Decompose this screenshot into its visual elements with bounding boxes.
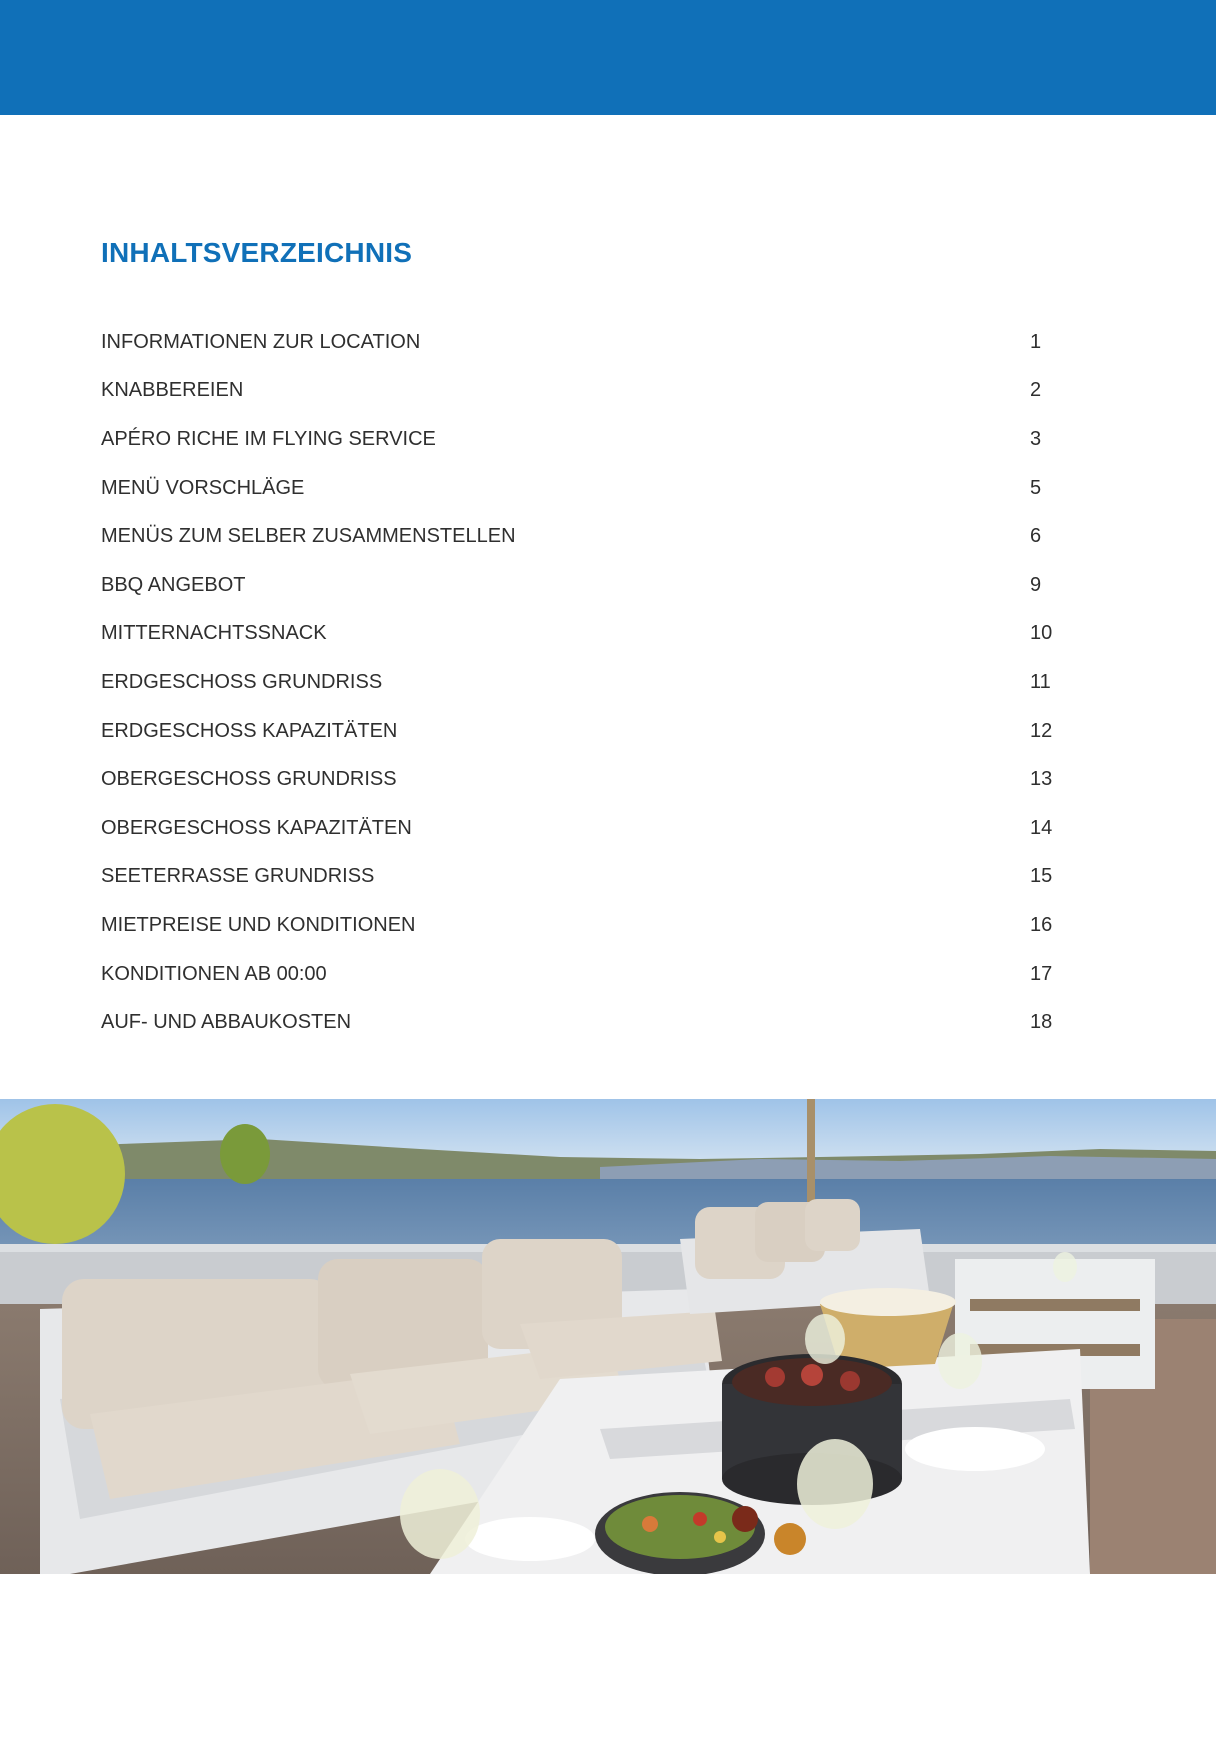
toc-entry[interactable] bbox=[101, 658, 1056, 707]
toc-entry-label: KONDITIONEN AB 00:00 bbox=[101, 962, 327, 985]
toc-entry-page: 14 bbox=[1030, 816, 1053, 839]
toc-entry[interactable] bbox=[101, 610, 1056, 659]
toc-entry[interactable] bbox=[101, 561, 1056, 610]
toc-entry-page: 16 bbox=[1030, 913, 1053, 936]
toc-entry-label: MENÜS ZUM SELBER ZUSAMMENSTELLEN bbox=[101, 525, 516, 548]
toc-entry[interactable] bbox=[101, 853, 1056, 902]
toc-list bbox=[101, 318, 1056, 1047]
toc-entry-label: OBERGESCHOSS GRUNDRISS bbox=[101, 768, 397, 791]
toc-entry-page: 13 bbox=[1030, 768, 1053, 791]
toc-entry[interactable] bbox=[101, 367, 1056, 416]
toc-entry-label: ERDGESCHOSS GRUNDRISS bbox=[101, 670, 383, 693]
header-band bbox=[0, 0, 1216, 115]
toc-entry[interactable] bbox=[101, 464, 1056, 513]
toc-entry-page: 5 bbox=[1030, 476, 1042, 499]
toc-entry-page: 2 bbox=[1030, 379, 1042, 402]
toc-entry-page: 3 bbox=[1030, 427, 1042, 450]
toc-entry[interactable] bbox=[101, 804, 1056, 853]
toc-entry[interactable] bbox=[101, 512, 1056, 561]
toc-entry[interactable] bbox=[101, 755, 1056, 804]
toc-entry-label: MIETPREISE UND KONDITIONEN bbox=[101, 913, 416, 936]
toc-entry-label: MENÜ VORSCHLÄGE bbox=[101, 476, 305, 499]
toc-entry[interactable] bbox=[101, 950, 1056, 999]
toc-entry-page: 17 bbox=[1030, 962, 1053, 985]
toc-entry-page: 1 bbox=[1030, 330, 1042, 353]
toc-entry-page: 6 bbox=[1030, 525, 1042, 548]
toc-entry-page: 18 bbox=[1030, 1011, 1053, 1034]
toc-entry-page: 15 bbox=[1030, 865, 1053, 888]
lakeside-terrace-photo bbox=[0, 1099, 1216, 1574]
toc-entry-label: BBQ ANGEBOT bbox=[101, 573, 246, 596]
toc-entry-label: KNABBEREIEN bbox=[101, 379, 244, 402]
toc-entry[interactable] bbox=[101, 998, 1056, 1047]
toc-entry-label: INFORMATIONEN ZUR LOCATION bbox=[101, 330, 421, 353]
toc-entry-page: 10 bbox=[1030, 622, 1053, 645]
toc-entry-page: 9 bbox=[1030, 573, 1042, 596]
toc-entry-page: 11 bbox=[1030, 670, 1051, 693]
toc-entry-label: OBERGESCHOSS KAPAZITÄTEN bbox=[101, 816, 412, 839]
toc-entry[interactable] bbox=[101, 707, 1056, 756]
toc-entry-label: APÉRO RICHE IM FLYING SERVICE bbox=[101, 427, 436, 450]
toc-entry-label: ERDGESCHOSS KAPAZITÄTEN bbox=[101, 719, 398, 742]
toc-entry[interactable] bbox=[101, 318, 1056, 367]
toc-entry-label: AUF- UND ABBAUKOSTEN bbox=[101, 1011, 352, 1034]
toc-entry[interactable] bbox=[101, 901, 1056, 950]
toc-entry-label: SEETERRASSE GRUNDRISS bbox=[101, 865, 375, 888]
toc-entry[interactable] bbox=[101, 415, 1056, 464]
toc-entry-label: MITTERNACHTSSNACK bbox=[101, 622, 327, 645]
toc-entry-page: 12 bbox=[1030, 719, 1053, 742]
toc-title: INHALTSVERZEICHNIS bbox=[101, 237, 413, 268]
